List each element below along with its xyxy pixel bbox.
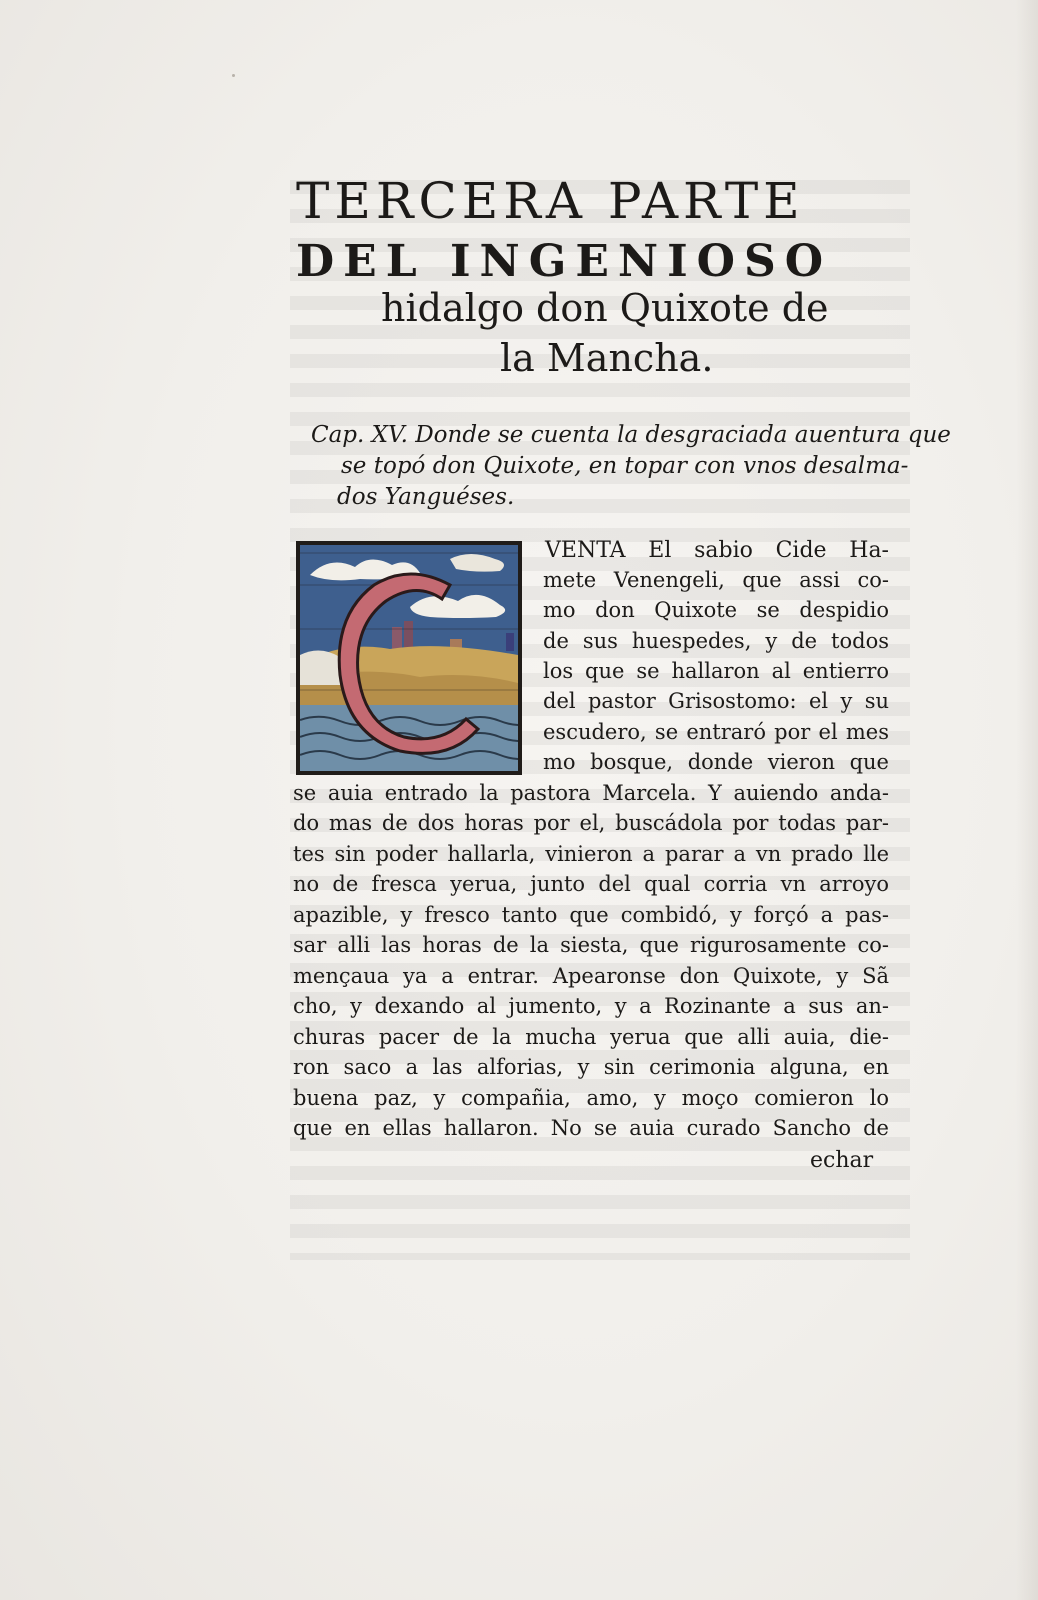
body-line: del pastor Grisostomo: el y su — [543, 689, 889, 713]
chapter-heading-line-3: dos Yanguéses. — [337, 484, 515, 510]
body-line: mo bosque, donde vieron que — [543, 750, 889, 774]
catchword: echar — [810, 1148, 874, 1173]
body-line: tes sin poder hallarla, vinieron a parar a vn prado lle — [293, 842, 889, 866]
body-line: churas pacer de la mucha yerua que alli auia, die- — [293, 1025, 889, 1049]
title-line-2: DEL INGENIOSO — [296, 236, 833, 287]
body-line: mençaua ya a entrar. Apearonse don Quixote, y Sã — [293, 964, 889, 988]
decorated-initial-c — [296, 541, 522, 775]
title-line-4: la Mancha. — [500, 336, 714, 380]
body-line: no de fresca yerua, junto del qual corria vn arroyo — [293, 872, 889, 896]
page-gutter-shadow — [1016, 0, 1038, 1600]
body-line: apazible, y fresco tanto que combidó, y forçó a pas- — [293, 903, 889, 927]
body-line: sar alli las horas de la siesta, que rigurosamente co- — [293, 933, 889, 957]
body-line: mo don Quixote se despidio — [543, 598, 889, 622]
body-line: buena paz, y compañia, amo, y moço comieron lo — [293, 1086, 889, 1110]
body-line: escudero, se entraró por el mes — [543, 720, 889, 744]
title-line-3: hidalgo don Quixote de — [381, 286, 829, 330]
body-line: ron saco a las alforias, y sin cerimonia alguna, en — [293, 1055, 889, 1079]
chapter-heading-line-1: Cap. XV. Donde se cuenta la desgraciada auentura que — [311, 422, 951, 448]
body-line: cho, y dexando al jumento, y a Rozinante a sus an- — [293, 994, 889, 1018]
body-line: que en ellas hallaron. No se auia curado Sancho de — [293, 1116, 889, 1140]
body-line: VENTA El sabio Cide Ha- — [545, 538, 889, 563]
woodcut-landscape-illustration — [300, 545, 518, 771]
body-line: mete Venengeli, que assi co- — [543, 568, 889, 592]
body-line: do mas de dos horas por el, buscádola por todas par- — [293, 811, 889, 835]
body-line: los que se hallaron al entierro — [543, 659, 889, 683]
chapter-heading-line-2: se topó don Quixote, en topar con vnos desalma- — [341, 453, 909, 479]
title-line-1: TERCERA PARTE — [296, 172, 805, 230]
body-line: se auia entrado la pastora Marcela. Y auiendo anda- — [293, 781, 889, 805]
chapter-heading — [311, 420, 951, 513]
body-line: de sus huespedes, y de todos — [543, 629, 889, 653]
paper-speck — [232, 74, 235, 77]
